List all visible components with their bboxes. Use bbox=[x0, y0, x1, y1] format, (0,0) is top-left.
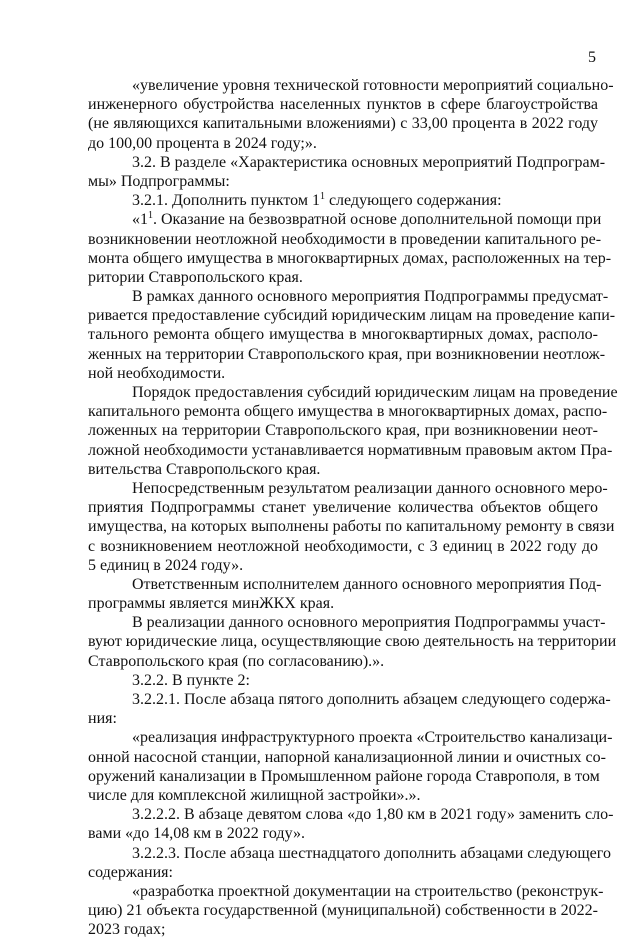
text-line bbox=[88, 709, 598, 728]
text-line bbox=[88, 325, 598, 344]
text-line bbox=[88, 460, 598, 479]
text-line bbox=[88, 767, 598, 786]
text-line-content: онной насосной станции, напорной канализационной линии и очистных со- bbox=[88, 748, 606, 766]
text-line-content: «1 bbox=[132, 211, 148, 229]
text-line-content: инженерного обустройства населенных пунктов в сфере благоустройства bbox=[88, 96, 598, 114]
text-line bbox=[88, 920, 598, 939]
superscript: 1 bbox=[148, 210, 153, 222]
text-line bbox=[88, 306, 616, 325]
text-line bbox=[88, 210, 602, 229]
text-line-content: 2023 годах; bbox=[88, 921, 166, 939]
text-line-content: числе для комплексной жилищной застройки».». bbox=[88, 786, 421, 804]
text-line bbox=[88, 728, 613, 747]
text-line-content: оружений канализации в Промышленном районе города Ставрополя, в том bbox=[88, 767, 600, 785]
text-line bbox=[88, 364, 598, 383]
text-line-continuation: следующего содержания: bbox=[324, 192, 502, 210]
text-line bbox=[88, 632, 617, 651]
text-line-content: вами «до 14,08 км в 2022 году». bbox=[88, 825, 305, 843]
text-line-content: «увеличение уровня технической готовности мероприятий социально- bbox=[132, 77, 614, 94]
text-line bbox=[88, 172, 598, 191]
text-line-content: монта общего имущества в многоквартирных домах, расположенных на тер- bbox=[88, 249, 612, 267]
text-line-content: ния: bbox=[88, 710, 117, 728]
text-line bbox=[88, 748, 606, 767]
text-line bbox=[88, 671, 598, 690]
text-line bbox=[88, 441, 613, 460]
page-number: 5 bbox=[588, 49, 596, 66]
document-body bbox=[88, 76, 618, 939]
text-line bbox=[88, 114, 598, 133]
text-line bbox=[88, 824, 598, 843]
superscript: 1 bbox=[319, 191, 325, 203]
text-line bbox=[88, 882, 604, 901]
text-line bbox=[88, 191, 598, 210]
text-line-content: ритории Ставропольского края. bbox=[88, 268, 303, 286]
text-line-content: программы является минЖКХ края. bbox=[88, 595, 335, 613]
text-line bbox=[88, 844, 611, 863]
text-line bbox=[88, 594, 598, 613]
text-line bbox=[88, 383, 618, 402]
text-line bbox=[88, 863, 598, 882]
text-line-content: В реализации данного основного мероприятия Подпрограммы участ- bbox=[132, 614, 606, 632]
text-line bbox=[88, 575, 602, 594]
text-line bbox=[88, 76, 614, 95]
text-line bbox=[88, 517, 615, 536]
text-line bbox=[88, 268, 598, 287]
text-line bbox=[88, 95, 598, 114]
text-line-content: ривается предоставление субсидий юридическим лицам на проведение капи- bbox=[88, 307, 616, 325]
text-line bbox=[88, 479, 608, 498]
text-line-content: В рамках данного основного мероприятия Подпрограммы предусмат- bbox=[132, 288, 609, 306]
text-line bbox=[88, 421, 598, 440]
text-line-content: «реализация инфраструктурного проекта «Строительство канализаци- bbox=[132, 729, 613, 747]
text-line-content: «разработка проектной документации на строительство (реконструк- bbox=[132, 882, 604, 900]
text-line bbox=[88, 613, 606, 632]
text-line-content: до 100,00 процента в 2024 году;». bbox=[88, 134, 317, 152]
text-line-content: Непосредственным результатом реализации данного основного меро- bbox=[132, 479, 608, 497]
text-line-content: Ответственным исполнителем данного основного мероприятия Под- bbox=[132, 575, 602, 593]
text-line bbox=[88, 153, 606, 172]
text-line bbox=[88, 134, 598, 153]
text-line bbox=[88, 901, 598, 920]
text-line-content: (не являющихся капитальными вложениями) с 33,00 процента в 2022 году bbox=[88, 115, 598, 133]
text-line bbox=[88, 786, 598, 805]
text-line-content: мы» Подпрограммы: bbox=[88, 172, 230, 190]
text-line-content: 5 единиц в 2024 году». bbox=[88, 556, 244, 574]
text-line-continuation: . Оказание на безвозвратной основе дополнительной помощи при bbox=[153, 211, 602, 229]
text-line-content: содержания: bbox=[88, 863, 173, 881]
text-line-content: ложенных на территории Ставропольского края, при возникновении неот- bbox=[88, 422, 598, 440]
text-line-content: 3.2.1. Дополнить пунктом 1 bbox=[132, 192, 320, 210]
text-line-content: приятия Подпрограммы станет увеличение количества объектов общего bbox=[88, 499, 598, 517]
text-line-content: цию) 21 объекта государственной (муниципальной) собственности в 2022- bbox=[88, 902, 598, 920]
text-line-content: женных на территории Ставропольского края, при возникновении неотлож- bbox=[88, 345, 606, 363]
text-line bbox=[88, 556, 598, 575]
text-line bbox=[88, 690, 611, 709]
text-line bbox=[88, 402, 608, 421]
text-line bbox=[88, 805, 614, 824]
text-line-content: 3.2. В разделе «Характеристика основных мероприятий Подпрограм- bbox=[132, 153, 606, 171]
text-line-content: 3.2.2.1. После абзаца пятого дополнить абзацем следующего содержа- bbox=[132, 691, 611, 708]
text-line-content: ной необходимости. bbox=[88, 364, 226, 382]
text-line-content: вуют юридические лица, осуществляющие свою деятельность на территории bbox=[88, 633, 617, 651]
text-line-content: ложной необходимости устанавливается нормативным правовым актом Пра- bbox=[88, 441, 613, 459]
text-line bbox=[88, 537, 598, 556]
text-line-content: Порядок предоставления субсидий юридическим лицам на проведение bbox=[132, 384, 618, 401]
text-line bbox=[88, 230, 602, 249]
text-line-content: с возникновением неотложной необходимости, с 3 единиц в 2022 году до bbox=[88, 537, 598, 555]
text-line-content: вительства Ставропольского края. bbox=[88, 460, 321, 478]
text-line-content: 3.2.2.3. После абзаца шестнадцатого дополнить абзацами следующего bbox=[132, 844, 611, 862]
text-line-content: 3.2.2.2. В абзаце девятом слова «до 1,80 км в 2021 году» заменить сло- bbox=[132, 806, 614, 824]
text-line-content: имущества, на которых выполнены работы по капитальному ремонту в связи bbox=[88, 518, 615, 536]
text-line bbox=[88, 287, 609, 306]
text-line-content: 3.2.2. В пункте 2: bbox=[132, 671, 250, 689]
text-line bbox=[88, 652, 598, 671]
text-line bbox=[88, 498, 598, 517]
text-line bbox=[88, 249, 612, 268]
text-line-content: возникновении неотложной необходимости в проведении капитального ре- bbox=[88, 230, 602, 248]
text-line-content: тального ремонта общего имущества в многоквартирных домах, располо- bbox=[88, 326, 598, 344]
text-line-content: капитального ремонта общего имущества в многоквартирных домах, распо- bbox=[88, 403, 608, 421]
text-line-content: Ставропольского края (по согласованию).». bbox=[88, 652, 385, 670]
text-line bbox=[88, 345, 606, 364]
